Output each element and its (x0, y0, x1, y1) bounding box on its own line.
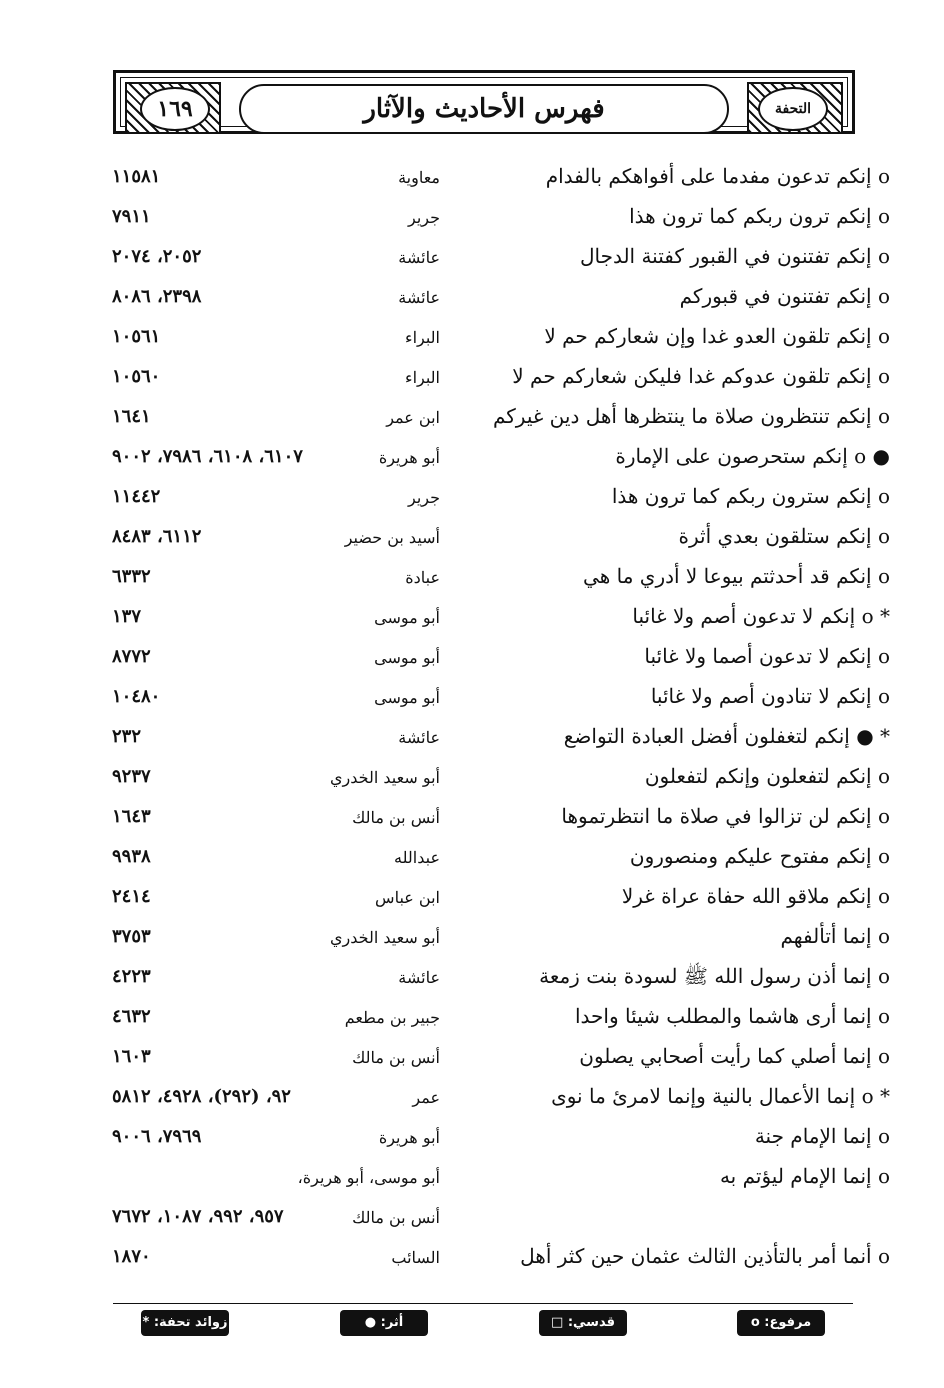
hadith-numbers: ٧٩١١ (112, 206, 151, 227)
legend-marfu: مرفوع: o (737, 1310, 825, 1336)
narrator: أنس بن مالك (352, 1208, 440, 1227)
hadith-numbers: ١٨٧٠ (112, 1246, 151, 1267)
narrator: عائشة (398, 288, 440, 307)
hadith-text: o إنكم لتفعلون وإنكم لتفعلون (644, 764, 890, 788)
hadith-numbers: ١٣٧ (112, 606, 142, 627)
narrator: أبو موسى (374, 688, 440, 707)
index-row (100, 200, 900, 240)
narrator: أنس بن مالك (352, 1048, 440, 1067)
hadith-text: o إنما الإمام جنة (754, 1124, 890, 1148)
index-row (100, 440, 900, 480)
page-title: فهرس الأحاديث والآثار (239, 84, 729, 134)
index-row (100, 400, 900, 440)
narrator: ابن عمر (386, 408, 440, 427)
narrator: أبو سعيد الخدري (330, 768, 440, 787)
narrator: عائشة (398, 968, 440, 987)
hadith-text: o إنما أذن رسول الله ﷺ لسودة بنت زمعة (539, 964, 890, 988)
hadith-numbers: ٢٠٥٢، ٢٠٧٤ (112, 246, 202, 267)
narrator: أسيد بن حضير (344, 528, 440, 547)
hadith-text: * ● إنكم لتغفلون أفضل العبادة التواضع (563, 724, 890, 748)
narrator: ابن عباس (375, 888, 440, 907)
hadith-numbers: ٩٥٧، ٩٩٢، ١٠٨٧، ٧٦٧٢ (112, 1206, 284, 1227)
page-number: ١٦٩ (140, 87, 210, 131)
hadith-numbers: ١٦٠٣ (112, 1046, 151, 1067)
index-row (100, 1120, 900, 1160)
hadith-numbers: ١٠٤٨٠ (112, 686, 161, 707)
hadith-numbers: ١١٥٨١ (112, 166, 161, 187)
publisher-emblem: التحفة (758, 87, 828, 131)
legend-athar: أثر: ● (340, 1310, 428, 1336)
narrator: أبو سعيد الخدري (330, 928, 440, 947)
index-row (100, 1080, 900, 1120)
hadith-text: o إنكم تنتظرون صلاة ما ينتظرها أهل دين غيركم (492, 404, 890, 428)
hadith-numbers: ٩٢٣٧ (112, 766, 151, 787)
index-row (100, 160, 900, 200)
index-row (100, 1040, 900, 1080)
hadith-text: o إنما أصلي كما رأيت أصحابي يصلون (579, 1044, 890, 1068)
index-row (100, 960, 900, 1000)
hadith-text: o إنكم ملاقو الله حفاة عراة غرلا (621, 884, 890, 908)
hadith-numbers: ١١٤٤٢ (112, 486, 161, 507)
narrator: عبادة (405, 568, 440, 587)
index-row (100, 280, 900, 320)
index-row (100, 680, 900, 720)
hadith-text: o إنكم تلقون العدو غدا وإن شعاركم حم لا (544, 324, 890, 348)
index-row (100, 1200, 900, 1240)
page-header (113, 70, 855, 134)
index-row (100, 320, 900, 360)
hadith-numbers: ٢٣٩٨، ٨٠٨٦ (112, 286, 202, 307)
hadith-text: o إنكم لن تزالوا في صلاة ما انتظرتموها (561, 804, 890, 828)
narrator: أبو موسى، أبو هريرة، (297, 1168, 440, 1187)
narrator: جبير بن مطعم (344, 1008, 440, 1027)
hadith-text: * o إنكم لا تدعون أصم ولا غائبا (632, 604, 890, 628)
hadith-numbers: ٨٧٧٢ (112, 646, 151, 667)
hadith-numbers: ١٦٤١ (112, 406, 151, 427)
index-row (100, 760, 900, 800)
index-row (100, 1240, 900, 1280)
index-row (100, 1160, 900, 1200)
narrator: جرير (408, 208, 440, 227)
index-row (100, 480, 900, 520)
hadith-text: o إنكم ترون ربكم كما ترون هذا (629, 204, 890, 228)
footer-divider (113, 1303, 853, 1304)
hadith-numbers: ٤٢٢٣ (112, 966, 151, 987)
hadith-text: o إنكم تفتنون في قبوركم (679, 284, 890, 308)
narrator: أنس بن مالك (352, 808, 440, 827)
index-row (100, 920, 900, 960)
narrator: جرير (408, 488, 440, 507)
narrator: عائشة (398, 728, 440, 747)
index-row (100, 720, 900, 760)
index-row (100, 560, 900, 600)
hadith-index-list (100, 160, 900, 1280)
hadith-text: o إنكم تلقون عدوكم غدا فليكن شعاركم حم لا (512, 364, 890, 388)
hadith-text: o إنكم تفتنون في القبور كفتنة الدجال (579, 244, 890, 268)
hadith-text: o إنكم ستلقون بعدي أثرة (678, 524, 890, 548)
hadith-numbers: ٢٤١٤ (112, 886, 151, 907)
hadith-numbers: ١٠٥٦٠ (112, 366, 161, 387)
hadith-text: ● o إنكم ستحرصون على الإمارة (615, 444, 890, 468)
index-row (100, 1000, 900, 1040)
index-row (100, 360, 900, 400)
hadith-text: * o إنما الأعمال بالنية وإنما لامرئ ما نوى (551, 1084, 890, 1108)
narrator: أبو هريرة (378, 448, 440, 467)
hadith-numbers: ٣٧٥٣ (112, 926, 151, 947)
index-row (100, 520, 900, 560)
legend-qudsi: قدسي: □ (539, 1310, 627, 1336)
hadith-numbers: ١٠٥٦١ (112, 326, 161, 347)
hadith-text: o إنكم تدعون مفدما على أفواهكم بالفدام (545, 164, 890, 188)
index-row (100, 800, 900, 840)
narrator: معاوية (398, 168, 440, 187)
index-row (100, 880, 900, 920)
narrator: أبو موسى (374, 608, 440, 627)
hadith-text: o أنما أمر بالتأذين الثالث عثمان حين كثر أهل (520, 1244, 890, 1268)
index-row (100, 840, 900, 880)
hadith-numbers: ١٦٤٣ (112, 806, 151, 827)
hadith-numbers: ٤٦٣٢ (112, 1006, 151, 1027)
hadith-numbers: ٦١٠٧، ٦١٠٨، ٧٩٨٦، ٩٠٠٢ (112, 446, 303, 467)
hadith-text: o إنكم لا تدعون أصما ولا غائبا (644, 644, 890, 668)
narrator: عبدالله (394, 848, 440, 867)
index-row (100, 640, 900, 680)
hadith-text: o إنكم لا تنادون أصم ولا غائبا (650, 684, 890, 708)
hadith-text: o إنكم سترون ربكم كما ترون هذا (611, 484, 890, 508)
narrator: عائشة (398, 248, 440, 267)
index-row (100, 600, 900, 640)
hadith-numbers: ٦٣٣٢ (112, 566, 151, 587)
narrator: عمر (412, 1088, 440, 1107)
narrator: أبو هريرة (378, 1128, 440, 1147)
hadith-text: o إنما الإمام ليؤتم به (719, 1164, 890, 1188)
hadith-numbers: ٢٣٢ (112, 726, 142, 747)
narrator: البراء (405, 328, 440, 347)
hadith-text: o إنما أتألفهم (780, 924, 890, 948)
narrator: السائب (391, 1248, 440, 1267)
hadith-numbers: ٩٢، (٢٩٢)، ٤٩٢٨، ٥٨١٢ (112, 1086, 291, 1107)
hadith-numbers: ٩٩٣٨ (112, 846, 151, 867)
hadith-text: o إنكم مفتوح عليكم ومنصورون (629, 844, 890, 868)
hadith-text: o إنكم قد أحدثتم بيوعا لا أدري ما هي (583, 564, 890, 588)
index-row (100, 240, 900, 280)
narrator: البراء (405, 368, 440, 387)
header-frame (120, 77, 848, 127)
hadith-numbers: ٦١١٢، ٨٤٨٣ (112, 526, 202, 547)
hadith-text: o إنما أرى هاشما والمطلب شيئا واحدا (575, 1004, 890, 1028)
legend-zawaid: زوائد تحفة: * (141, 1310, 229, 1336)
hadith-numbers: ٧٩٦٩، ٩٠٠٦ (112, 1126, 202, 1147)
narrator: أبو موسى (374, 648, 440, 667)
